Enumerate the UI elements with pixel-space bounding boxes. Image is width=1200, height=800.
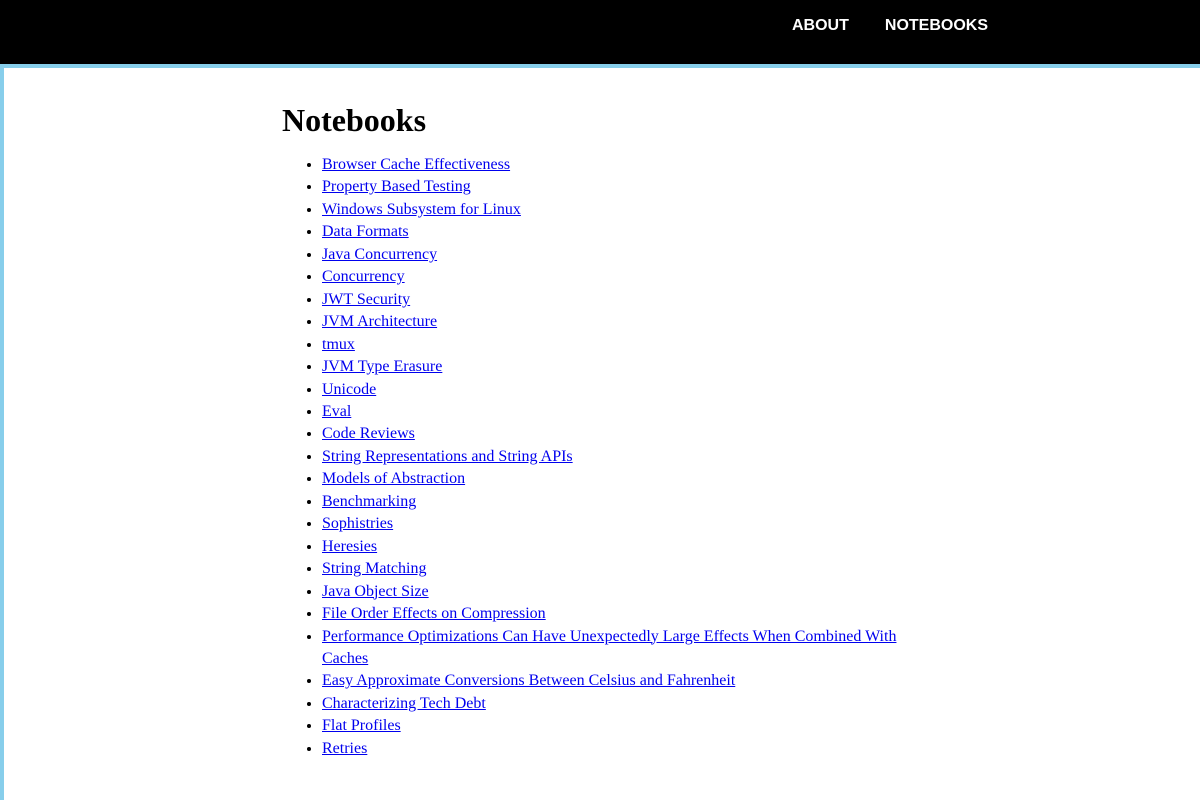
notebook-link[interactable]: Concurrency	[322, 268, 405, 286]
list-item	[322, 244, 922, 266]
list-item	[322, 176, 922, 198]
list-item	[322, 715, 922, 737]
list-item	[322, 423, 922, 445]
top-navigation-bar	[0, 0, 1200, 64]
notebook-link[interactable]: Unicode	[322, 380, 377, 398]
notebook-link[interactable]: Characterizing Tech Debt	[322, 694, 486, 712]
notebook-link[interactable]: Flat Profiles	[322, 717, 401, 735]
list-item	[322, 401, 922, 423]
list-item	[322, 468, 922, 490]
list-item	[322, 266, 922, 288]
list-item	[322, 446, 922, 468]
list-item	[322, 626, 922, 671]
notebook-link[interactable]: Eval	[322, 402, 352, 420]
notebook-link[interactable]: File Order Effects on Compression	[322, 605, 546, 623]
notebook-link[interactable]: Windows Subsystem for Linux	[322, 200, 521, 218]
list-item	[322, 536, 922, 558]
notebook-link[interactable]: JWT Security	[322, 290, 411, 308]
notebook-link[interactable]: Models of Abstraction	[322, 470, 466, 488]
nav-link-notebooks[interactable]: NOTEBOOKS	[884, 17, 989, 34]
list-item	[322, 738, 922, 760]
notebook-link[interactable]: Easy Approximate Conversions Between Celsius and Fahrenheit	[322, 672, 736, 690]
notebooks-list	[282, 154, 922, 760]
notebook-link[interactable]: Benchmarking	[322, 492, 417, 510]
main-nav	[792, 0, 988, 52]
notebook-link[interactable]: Java Object Size	[322, 582, 429, 600]
list-item	[322, 289, 922, 311]
list-item	[322, 311, 922, 333]
notebook-link[interactable]: Retries	[322, 739, 368, 757]
list-item	[322, 513, 922, 535]
list-item	[322, 603, 922, 625]
notebook-link[interactable]: Property Based Testing	[322, 178, 471, 196]
list-item	[322, 693, 922, 715]
list-item	[322, 670, 922, 692]
notebook-link[interactable]: String Matching	[322, 560, 427, 578]
list-item	[322, 356, 922, 378]
main-content	[282, 68, 922, 760]
notebook-link[interactable]: Browser Cache Effectiveness	[322, 156, 511, 173]
list-item	[322, 221, 922, 243]
notebook-link[interactable]: Performance Optimizations Can Have Unexpectedly Large Effects When Combined With Caches	[322, 627, 897, 667]
list-item	[322, 558, 922, 580]
list-item	[322, 199, 922, 221]
nav-link-about[interactable]: ABOUT	[792, 17, 849, 34]
notebook-link[interactable]: Code Reviews	[322, 425, 415, 443]
notebook-link[interactable]: Sophistries	[322, 515, 394, 533]
list-item	[322, 581, 922, 603]
notebook-link[interactable]: Heresies	[322, 537, 378, 555]
list-item	[322, 379, 922, 401]
left-accent-border	[0, 64, 4, 800]
list-item	[322, 154, 922, 176]
list-item	[322, 334, 922, 356]
notebook-link[interactable]: JVM Type Erasure	[322, 358, 443, 376]
notebook-link[interactable]: Java Concurrency	[322, 245, 438, 263]
list-item	[322, 491, 922, 513]
notebook-link[interactable]: tmux	[322, 335, 355, 353]
notebook-link[interactable]: String Representations and String APIs	[322, 447, 573, 465]
notebook-link[interactable]: Data Formats	[322, 223, 409, 241]
notebook-link[interactable]: JVM Architecture	[322, 313, 438, 331]
page-title: Notebooks	[282, 102, 427, 138]
